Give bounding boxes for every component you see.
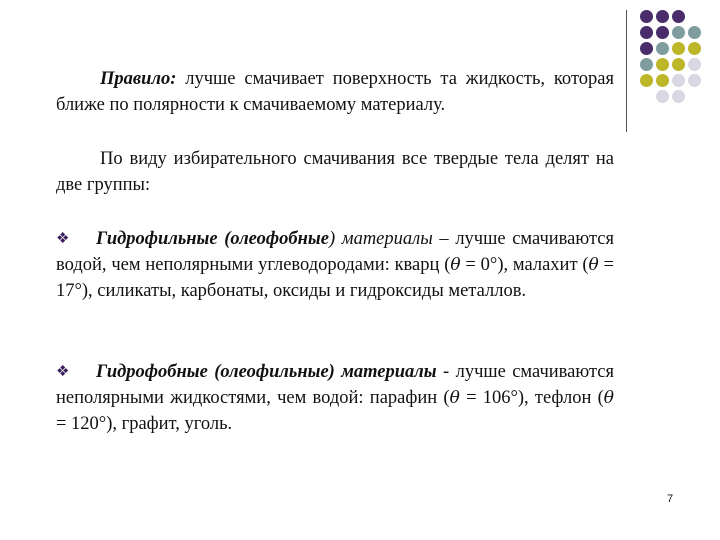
decorative-dot xyxy=(656,74,669,87)
decorative-dot xyxy=(656,10,669,23)
decorative-dot xyxy=(688,74,701,87)
decorative-dot xyxy=(640,90,653,103)
decorative-dot xyxy=(672,42,685,55)
theta-symbol: θ xyxy=(603,388,614,408)
rule-label: Правило: xyxy=(100,69,177,89)
decorative-dot xyxy=(672,74,685,87)
hydrophilic-title-part1: Гидрофильные (олеофобные xyxy=(96,229,329,249)
decorative-dot xyxy=(672,10,685,23)
hydrophilic-title-part2: ) материалы xyxy=(328,229,433,249)
hydrophobic-value-1: = 106°), тефлон ( xyxy=(459,388,604,408)
decorative-dot xyxy=(672,26,685,39)
decorative-dot xyxy=(688,58,701,71)
decorative-dot xyxy=(656,58,669,71)
decorative-dot xyxy=(640,74,653,87)
decorative-dot xyxy=(688,90,701,103)
rule-paragraph xyxy=(56,66,614,118)
hydrophilic-value-1: = 0°), малахит ( xyxy=(460,255,589,275)
theta-symbol: θ xyxy=(449,388,460,408)
hydrophobic-text-1: - лучше смачиваются неполярными жидкостями, чем водой: парафин ( xyxy=(56,362,614,408)
decorative-dot xyxy=(640,26,653,39)
bullet-diamond-icon: ❖ xyxy=(56,231,70,247)
decorative-dot xyxy=(688,26,701,39)
hydrophobic-value-2: = 120°), графит, уголь. xyxy=(56,414,233,434)
decorative-dot xyxy=(640,58,653,71)
decorative-dot xyxy=(672,90,685,103)
hydrophilic-paragraph xyxy=(56,226,614,304)
decorative-divider xyxy=(626,10,627,132)
decorative-dot xyxy=(640,10,653,23)
page-number: 7 xyxy=(667,493,674,505)
hydrophilic-text-1: – лучше смачиваются водой, чем неполярными углеводородами: кварц ( xyxy=(56,229,614,275)
decorative-dot xyxy=(640,42,653,55)
decorative-dot xyxy=(672,58,685,71)
decorative-dot xyxy=(688,42,701,55)
decorative-dot xyxy=(656,26,669,39)
theta-symbol: θ xyxy=(450,255,461,275)
hydrophobic-paragraph xyxy=(56,359,614,437)
hydrophilic-value-2: = 17°), силикаты, карбонаты, оксиды и гидроксиды металлов. xyxy=(56,255,614,301)
decorative-dot xyxy=(688,10,701,23)
rule-text: лучше смачивает поверхность та жидкость, которая ближе по полярности к смачиваемому материалу. xyxy=(56,69,614,115)
intro-paragraph: По виду избирательного смачивания все твердые тела делят на две группы: xyxy=(56,149,614,195)
decorative-dot xyxy=(656,90,669,103)
hydrophobic-title: Гидрофобные (олеофильные) материалы xyxy=(96,362,437,382)
decorative-dot-grid xyxy=(640,10,701,103)
bullet-diamond-icon: ❖ xyxy=(56,364,70,380)
theta-symbol: θ xyxy=(588,255,599,275)
decorative-dot xyxy=(656,42,669,55)
